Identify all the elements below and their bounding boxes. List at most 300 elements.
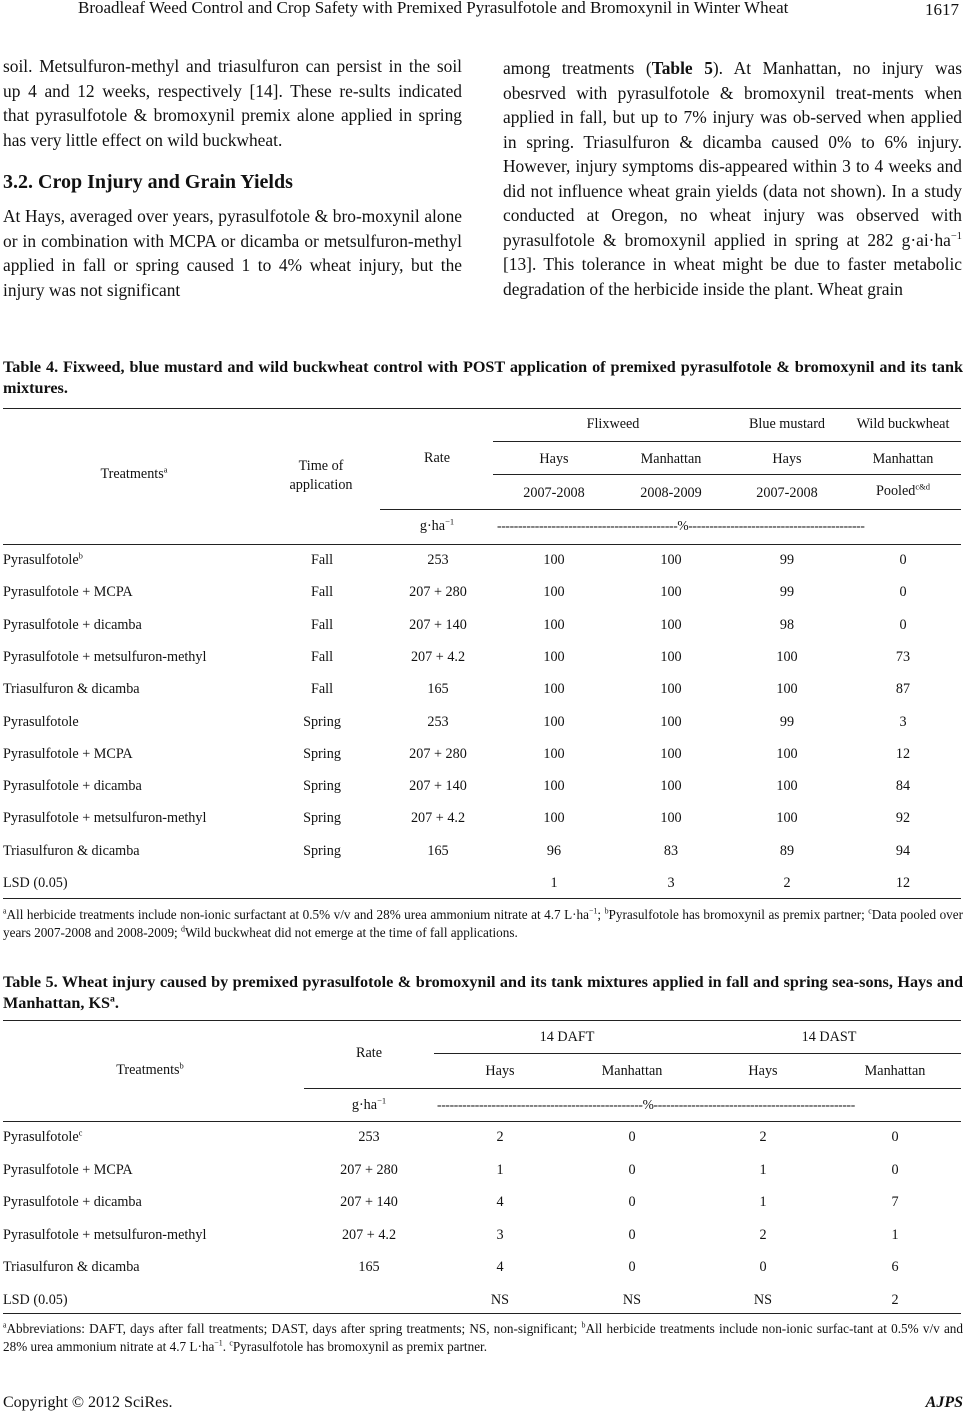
table-cell-value [628,1129,635,1146]
table-cell-value [891,1259,898,1276]
unit-percent-rule: -------------------------------------------------%------------------------------------------------ [437,1097,855,1112]
table-cell-rate-text: 165 [358,1259,380,1276]
column-header-year: 2007-2008 [523,485,585,501]
table-row-treatment-text: Pyrasulfotole + metsulfuron-methyl [3,1226,207,1243]
footnote-text: ; [597,907,605,922]
footnote-text: All herbicide treatments include non-ionic surfac-tant at 0.5% v/v and 28% urea ammonium nitrate at 4.7 L·ha [3,1321,963,1354]
table-cell-time-text: Fall [310,584,334,601]
table-cell-value [660,552,681,569]
table-cell-value [660,810,681,827]
table-cell-value-text: 99 [779,584,795,601]
footnote-text: Wild buckwheat did not emerge at the time of fall applications. [184,925,518,940]
footnote-text: Pyrasulfotole has bromoxynil as premix partner; [608,907,869,922]
table-cell-value-text: 2 [783,875,791,891]
table-cell-value [896,649,910,666]
table-cell-value [543,584,564,601]
table-cell-value [759,1162,766,1179]
table-cell-value-text: 100 [660,681,682,698]
column-header-location: Manhattan [640,451,702,467]
left-column [3,54,462,302]
table-row-treatment [3,875,68,892]
table-cell-value-text: 1 [496,1161,504,1178]
unit-text: g·ha [419,518,446,534]
column-header-location: Manhattan [864,1063,926,1079]
table-cell-value [660,714,681,731]
table-cell-value-text: 2 [891,1292,899,1308]
body-paragraph: soil. Metsulfuron-methyl and triasulfuron can persist in the soil up 4 and 12 weeks, respectively [14]. These re-sults indicated that pyrasulfotole & bromoxynil premix alone applied in spring has very little effect on wild buckwheat. [3,56,462,150]
table-cell-value [543,552,564,569]
table-rule [380,509,961,510]
table-rule [493,474,961,475]
table-cell-rate-text: 207 + 280 [340,1161,398,1178]
table-cell-value [660,584,681,601]
table-cell-value-text: 1 [891,1226,899,1243]
body-paragraph [503,56,962,301]
superscript: c [78,1127,83,1138]
table-cell-rate [409,584,467,601]
table-cell-value [891,1227,898,1244]
table-cell-value [543,746,564,763]
table-cell-rate [409,778,467,795]
table-cell-time-text: Fall [310,648,334,665]
table-cell-value [776,746,797,763]
table-cell-value-text: 100 [776,810,798,827]
table-cell-value-text: 6 [891,1259,899,1276]
table-cell-value [776,649,797,666]
table-cell-value [896,810,910,827]
table-cell-rate [427,681,448,698]
table4-footnote [3,906,963,942]
table-row-treatment-text: Pyrasulfotole + dicamba [3,616,142,633]
table-cell-value-text: 100 [543,552,565,568]
table-cell-rate-text: 253 [358,1129,380,1145]
table-cell-value [891,1292,898,1309]
table-cell-rate-text: 207 + 140 [409,616,467,633]
superscript: c [229,1338,233,1348]
table-cell-value [899,617,906,634]
table-cell-value [759,1259,766,1276]
table-cell-value-text: 2 [496,1129,504,1145]
table-cell-rate-text: 207 + 4.2 [410,810,466,827]
table4-caption: Table 4. Fixweed, blue mustard and wild buckwheat control with POST application of premixed pyrasulfotole & bromoxynil and its tank mixtures. [3,358,963,397]
table-cell-value-text: 0 [899,616,907,633]
table-cell-value [543,778,564,795]
table-cell-value-text: 73 [895,648,911,665]
table-cell-time [303,843,341,860]
table-cell-value-text: 100 [543,681,565,698]
table-row-treatment-text: Triasulfuron & dicamba [3,681,140,698]
table-cell-value-text: 100 [543,745,565,762]
table-cell-rate [427,714,448,731]
table-cell-value-text: 0 [759,1259,767,1276]
column-header-year: 2008-2009 [640,485,702,501]
superscript: a [110,993,115,1005]
table-cell-rate-text: 207 + 140 [409,778,467,795]
table-row-treatment-text: Pyrasulfotole [3,713,79,730]
table-row-treatment-text: Pyrasulfotole + dicamba [3,1194,142,1211]
superscript: d [181,924,185,934]
table-cell-value-text: 87 [895,681,911,698]
journal-name: AJPS [925,1394,963,1411]
table-row-treatment-text: Triasulfuron & dicamba [3,1259,140,1276]
table-row-treatment [3,810,206,827]
table-cell-value-text: 100 [776,778,798,795]
table-row-treatment-text: Pyrasulfotole + MCPA [3,584,133,601]
table-cell-value-text: 100 [660,552,682,568]
body-paragraph: At Hays, averaged over years, pyrasulfotole & bro-moxynil alone or in combination with MCPA or dicamba or metsulfuron-methyl applied in fall or spring caused 1 to 4% wheat injury, but the injury was not significant [3,206,462,300]
table-cell-value [628,1227,635,1244]
footnote-text: Pyrasulfotole has bromoxynil as premix partner. [232,1339,488,1354]
table-cell-value-text: 84 [895,778,911,795]
table-cell-value-text: 100 [660,778,682,795]
table-cell-value [547,843,561,860]
footnote-text: Data pooled over years 2007-2008 and 2008-2009; [3,907,964,940]
superscript: a [3,1320,7,1330]
table-cell-value [899,714,906,731]
table-cell-value-text: 100 [543,616,565,633]
table-cell-time [311,552,333,569]
superscript: b [581,1320,586,1330]
table-cell-value-text: 100 [660,616,682,633]
table-cell-rate-text: 253 [427,552,449,568]
table-cell-value-text: NS [490,1292,510,1308]
table-reference-link[interactable]: Table 5 [651,58,713,78]
table-cell-rate-text: 207 + 280 [409,745,467,762]
column-header-location: Hays [748,1063,778,1079]
table-row-treatment [3,778,142,795]
unit-percent-rule: -------------------------------------------%------------------------------------------ [497,518,865,533]
column-header-year: 2007-2008 [756,485,818,501]
table-cell-time-text: Spring [303,713,341,730]
table-cell-value-text: 0 [899,552,907,568]
table-cell-value [754,1292,772,1309]
table-cell-value-text: 0 [628,1129,636,1145]
table-cell-value [891,1194,898,1211]
table-cell-time-text: Spring [303,842,341,859]
table-cell-value-text: 99 [779,552,795,568]
header-text: Pooled [875,483,916,499]
table-cell-value-text: 98 [779,616,795,633]
unit-rate [352,1097,386,1114]
table-cell-value-text: 2 [759,1226,767,1243]
table-cell-value-text: NS [753,1292,773,1308]
column-header-location: Manhattan [872,451,934,467]
group-header-flixweed: Flixweed [586,416,640,432]
table-cell-value-text: 7 [891,1194,899,1211]
table-cell-rate [427,552,448,569]
table-cell-time-text: Spring [303,745,341,762]
table-cell-time-text: Fall [310,552,334,568]
table-cell-value-text: 100 [660,713,682,730]
table-cell-value [543,714,564,731]
table-cell-value [759,1227,766,1244]
table-cell-time-text: Fall [310,616,334,633]
table-rule [3,1020,961,1021]
table-cell-value-text: 100 [776,648,798,665]
table-cell-value-text: 1 [550,875,558,891]
table-row-treatment [3,552,83,569]
table-row-treatment [3,1259,140,1276]
table-rule [304,1088,961,1089]
table-cell-value [776,810,797,827]
column-header-time: Time of application [289,458,353,493]
table-row-treatment [3,1162,133,1179]
table-row-treatment-text: Triasulfuron & dicamba [3,842,140,859]
table-row-treatment [3,843,140,860]
table-cell-value-text: 99 [779,713,795,730]
table-cell-value [660,649,681,666]
table-row-treatment [3,617,142,634]
table-cell-value-text: 0 [628,1194,636,1211]
table-row-treatment-text: Pyrasulfotole + metsulfuron-methyl [3,648,207,665]
table-cell-value-text: 3 [496,1226,504,1243]
table-cell-value-text: 83 [663,842,679,859]
table-cell-value [783,875,790,892]
table-cell-value [628,1162,635,1179]
table-cell-value [660,617,681,634]
table-cell-value-text: 100 [543,648,565,665]
table-cell-value-text: 3 [667,875,675,891]
table-row-treatment-text: LSD (0.05) [3,1292,68,1308]
table-cell-rate-text: 165 [427,842,449,859]
table-cell-time [303,714,341,731]
table-rule [3,1313,961,1314]
column-header-rate: Rate [424,450,450,466]
table-cell-value-text: 4 [496,1259,504,1276]
table-cell-value-text: 1 [759,1194,767,1211]
table-cell-rate [358,1259,379,1276]
table-cell-time [303,810,341,827]
table5-caption [3,972,963,1013]
superscript: −1 [445,516,455,527]
table-cell-time-text: Fall [310,681,334,698]
table-cell-value [496,1227,503,1244]
table5-footnote [3,1320,963,1356]
table-row-treatment [3,746,133,763]
copyright: Copyright © 2012 SciRes. [3,1394,173,1411]
superscript: −1 [588,906,598,916]
superscript: b [78,550,83,561]
table-cell-rate [409,746,467,763]
table-row-treatment-text: Pyrasulfotole + MCPA [3,1161,133,1178]
table-cell-value-text: 12 [895,745,911,762]
table-cell-rate-text: 253 [427,713,449,730]
table-rule [3,408,961,409]
table-cell-value-text: 0 [891,1129,899,1145]
right-column [503,56,962,301]
superscript: b [604,906,609,916]
table-row-treatment [3,714,79,731]
table-cell-time [311,617,333,634]
table-cell-value [628,1194,635,1211]
footnote-text: Abbreviations: DAFT, days after fall treatments; DAST, days after spring treatments; NS, non-significant; [6,1321,582,1336]
table-row-treatment-text: LSD (0.05) [3,875,68,891]
table-cell-rate-text: 165 [427,681,449,698]
table-cell-rate [342,1227,396,1244]
table-cell-value-text: 94 [895,842,911,859]
table-cell-value [491,1292,509,1309]
table-cell-rate [411,649,465,666]
table-cell-rate [427,843,448,860]
page-number: 1617 [925,0,959,19]
table-row-treatment [3,1292,68,1309]
table-cell-value-text: 100 [543,713,565,730]
header-text: Treatments [100,466,164,482]
table-cell-value [759,1194,766,1211]
table-cell-value [896,681,910,698]
table-row-treatment-text: Pyrasulfotole [3,552,79,568]
table-cell-value-text: 100 [543,810,565,827]
caption-text: Table 5. Wheat injury caused by premixed pyrasulfotole & bromoxynil and its tank mixtures applied in fall and spring sea-sons, Hays and Manhattan, KS [3,973,963,1012]
table-cell-value-text: 1 [759,1161,767,1178]
table-cell-value [496,1162,503,1179]
table-rule [3,1121,961,1122]
superscript: −1 [950,230,962,242]
table-cell-value-text: 100 [660,584,682,601]
group-header-wild-buckwheat: Wild buckwheat [856,416,950,432]
table-cell-rate-text: 207 + 4.2 [410,648,466,665]
table-cell-value-text: 0 [899,584,907,601]
group-header-dast: 14 DAST [801,1029,857,1045]
section-heading: 3.2. Crop Injury and Grain Yields [3,171,293,193]
table-cell-rate-text: 207 + 140 [340,1194,398,1211]
table-cell-value [628,1259,635,1276]
table-cell-value-text: 0 [628,1259,636,1276]
table-cell-rate-text: 207 + 280 [409,584,467,601]
table-cell-time [303,746,341,763]
table-cell-value-text: 100 [543,584,565,601]
table-cell-value [776,778,797,795]
table-rule [493,441,961,442]
table-cell-value [623,1292,641,1309]
table-row-treatment [3,1227,206,1244]
table-cell-value [660,746,681,763]
table-rule [434,1053,961,1054]
text-run: among treatments ( [503,58,652,78]
superscript: −1 [214,1338,223,1348]
table-cell-value [780,714,794,731]
footnote-text: . [222,1339,230,1354]
table-cell-rate [411,810,465,827]
table-cell-value [780,843,794,860]
table-cell-value [780,552,794,569]
table-row-treatment-text: Pyrasulfotole + MCPA [3,745,133,762]
table-cell-time-text: Spring [303,778,341,795]
superscript: c&d [915,481,931,492]
table-row-treatment [3,1194,142,1211]
table-cell-value-text: 100 [776,681,798,698]
table-cell-value [667,875,674,892]
superscript: −1 [377,1095,387,1106]
text-run: ). At Manhattan, no injury was obesrved with pyrasulfotole & bromoxynil treat-ments when applied in fall, but up to 7% injury was ob-served when applied in spring. Triasulfuron & dicamba caused 0% to 6% injury. However, injury symptoms dis-appeared within 3 to 4 weeks and did not influence wheat grain yields (data not shown). In a study conducted at Oregon, no wheat injury was observed with pyrasulfotole & bromoxynil applied in spring at 282 g·ai·ha [503,58,962,250]
superscript: c [868,906,872,916]
table-rule [3,544,961,545]
table-cell-value-text: 3 [899,713,907,730]
unit-rate [420,518,454,535]
table-cell-value [496,1129,503,1146]
table-cell-value [780,584,794,601]
table-cell-value-text: 92 [895,810,911,827]
table-cell-value-text: 89 [779,842,795,859]
table-row-treatment-text: Pyrasulfotole [3,1129,79,1145]
table-cell-value [496,1194,503,1211]
table-cell-rate [358,1129,379,1146]
table-cell-value-text: NS [622,1292,642,1308]
running-header [0,0,965,22]
table-cell-value-text: 0 [628,1161,636,1178]
table-cell-value [891,1129,898,1146]
text-run: [13]. This tolerance in wheat might be due to faster metabolic degradation of the herbicide inside the plant. Wheat grain [503,254,962,299]
group-header-blue-mustard: Blue mustard [748,416,826,432]
table-cell-time-text: Spring [303,810,341,827]
column-header-location: Hays [772,451,802,467]
table-cell-value [776,681,797,698]
table-row-treatment-text: Pyrasulfotole + dicamba [3,778,142,795]
table-cell-value [664,843,678,860]
table-row-treatment [3,649,206,666]
column-header-location: Hays [485,1063,515,1079]
table-cell-value [899,552,906,569]
table-cell-rate [409,617,467,634]
table-cell-value [896,746,910,763]
table-cell-value [496,1259,503,1276]
table-rule [3,898,961,899]
table-row-treatment [3,1129,82,1146]
table-cell-value [896,843,910,860]
table-cell-value [660,681,681,698]
table-cell-time [303,778,341,795]
superscript: b [179,1060,184,1071]
superscript: a [3,906,7,916]
table-cell-value [550,875,557,892]
table-row-treatment-text: Pyrasulfotole + metsulfuron-methyl [3,810,207,827]
table-cell-value [896,778,910,795]
superscript: a [163,464,168,475]
table-cell-value-text: 12 [895,875,911,891]
column-header-treatments [100,466,167,483]
table-cell-value [660,778,681,795]
column-header-year [876,483,930,500]
table-cell-time [311,649,333,666]
column-header-rate: Rate [356,1045,382,1061]
table-cell-value [899,584,906,601]
column-header-location: Hays [539,451,569,467]
table-cell-value [543,810,564,827]
table-cell-rate [340,1162,398,1179]
table-cell-time [311,584,333,601]
table-cell-value [780,617,794,634]
table-cell-value-text: 0 [891,1161,899,1178]
header-text: Treatments [116,1062,180,1078]
table-cell-value-text: 100 [776,745,798,762]
table-cell-value-text: 2 [759,1129,767,1145]
caption-text: . [114,993,119,1012]
table-cell-value-text: 100 [543,778,565,795]
footnote-text: All herbicide treatments include non-ionic surfactant at 0.5% v/v and 28% urea ammonium nitrate at 4.7 L·ha [6,907,589,922]
table-cell-value [543,617,564,634]
group-header-daft: 14 DAFT [539,1029,595,1045]
column-header-location: Manhattan [601,1063,663,1079]
table-cell-value [896,875,910,892]
unit-text: g·ha [351,1097,378,1113]
table-cell-value [543,681,564,698]
table-row-treatment [3,584,133,601]
table-cell-rate-text: 207 + 4.2 [341,1226,397,1243]
table-cell-value [759,1129,766,1146]
table-row-treatment [3,681,140,698]
column-header-treatments [116,1062,184,1079]
table-cell-value-text: 96 [546,842,562,859]
